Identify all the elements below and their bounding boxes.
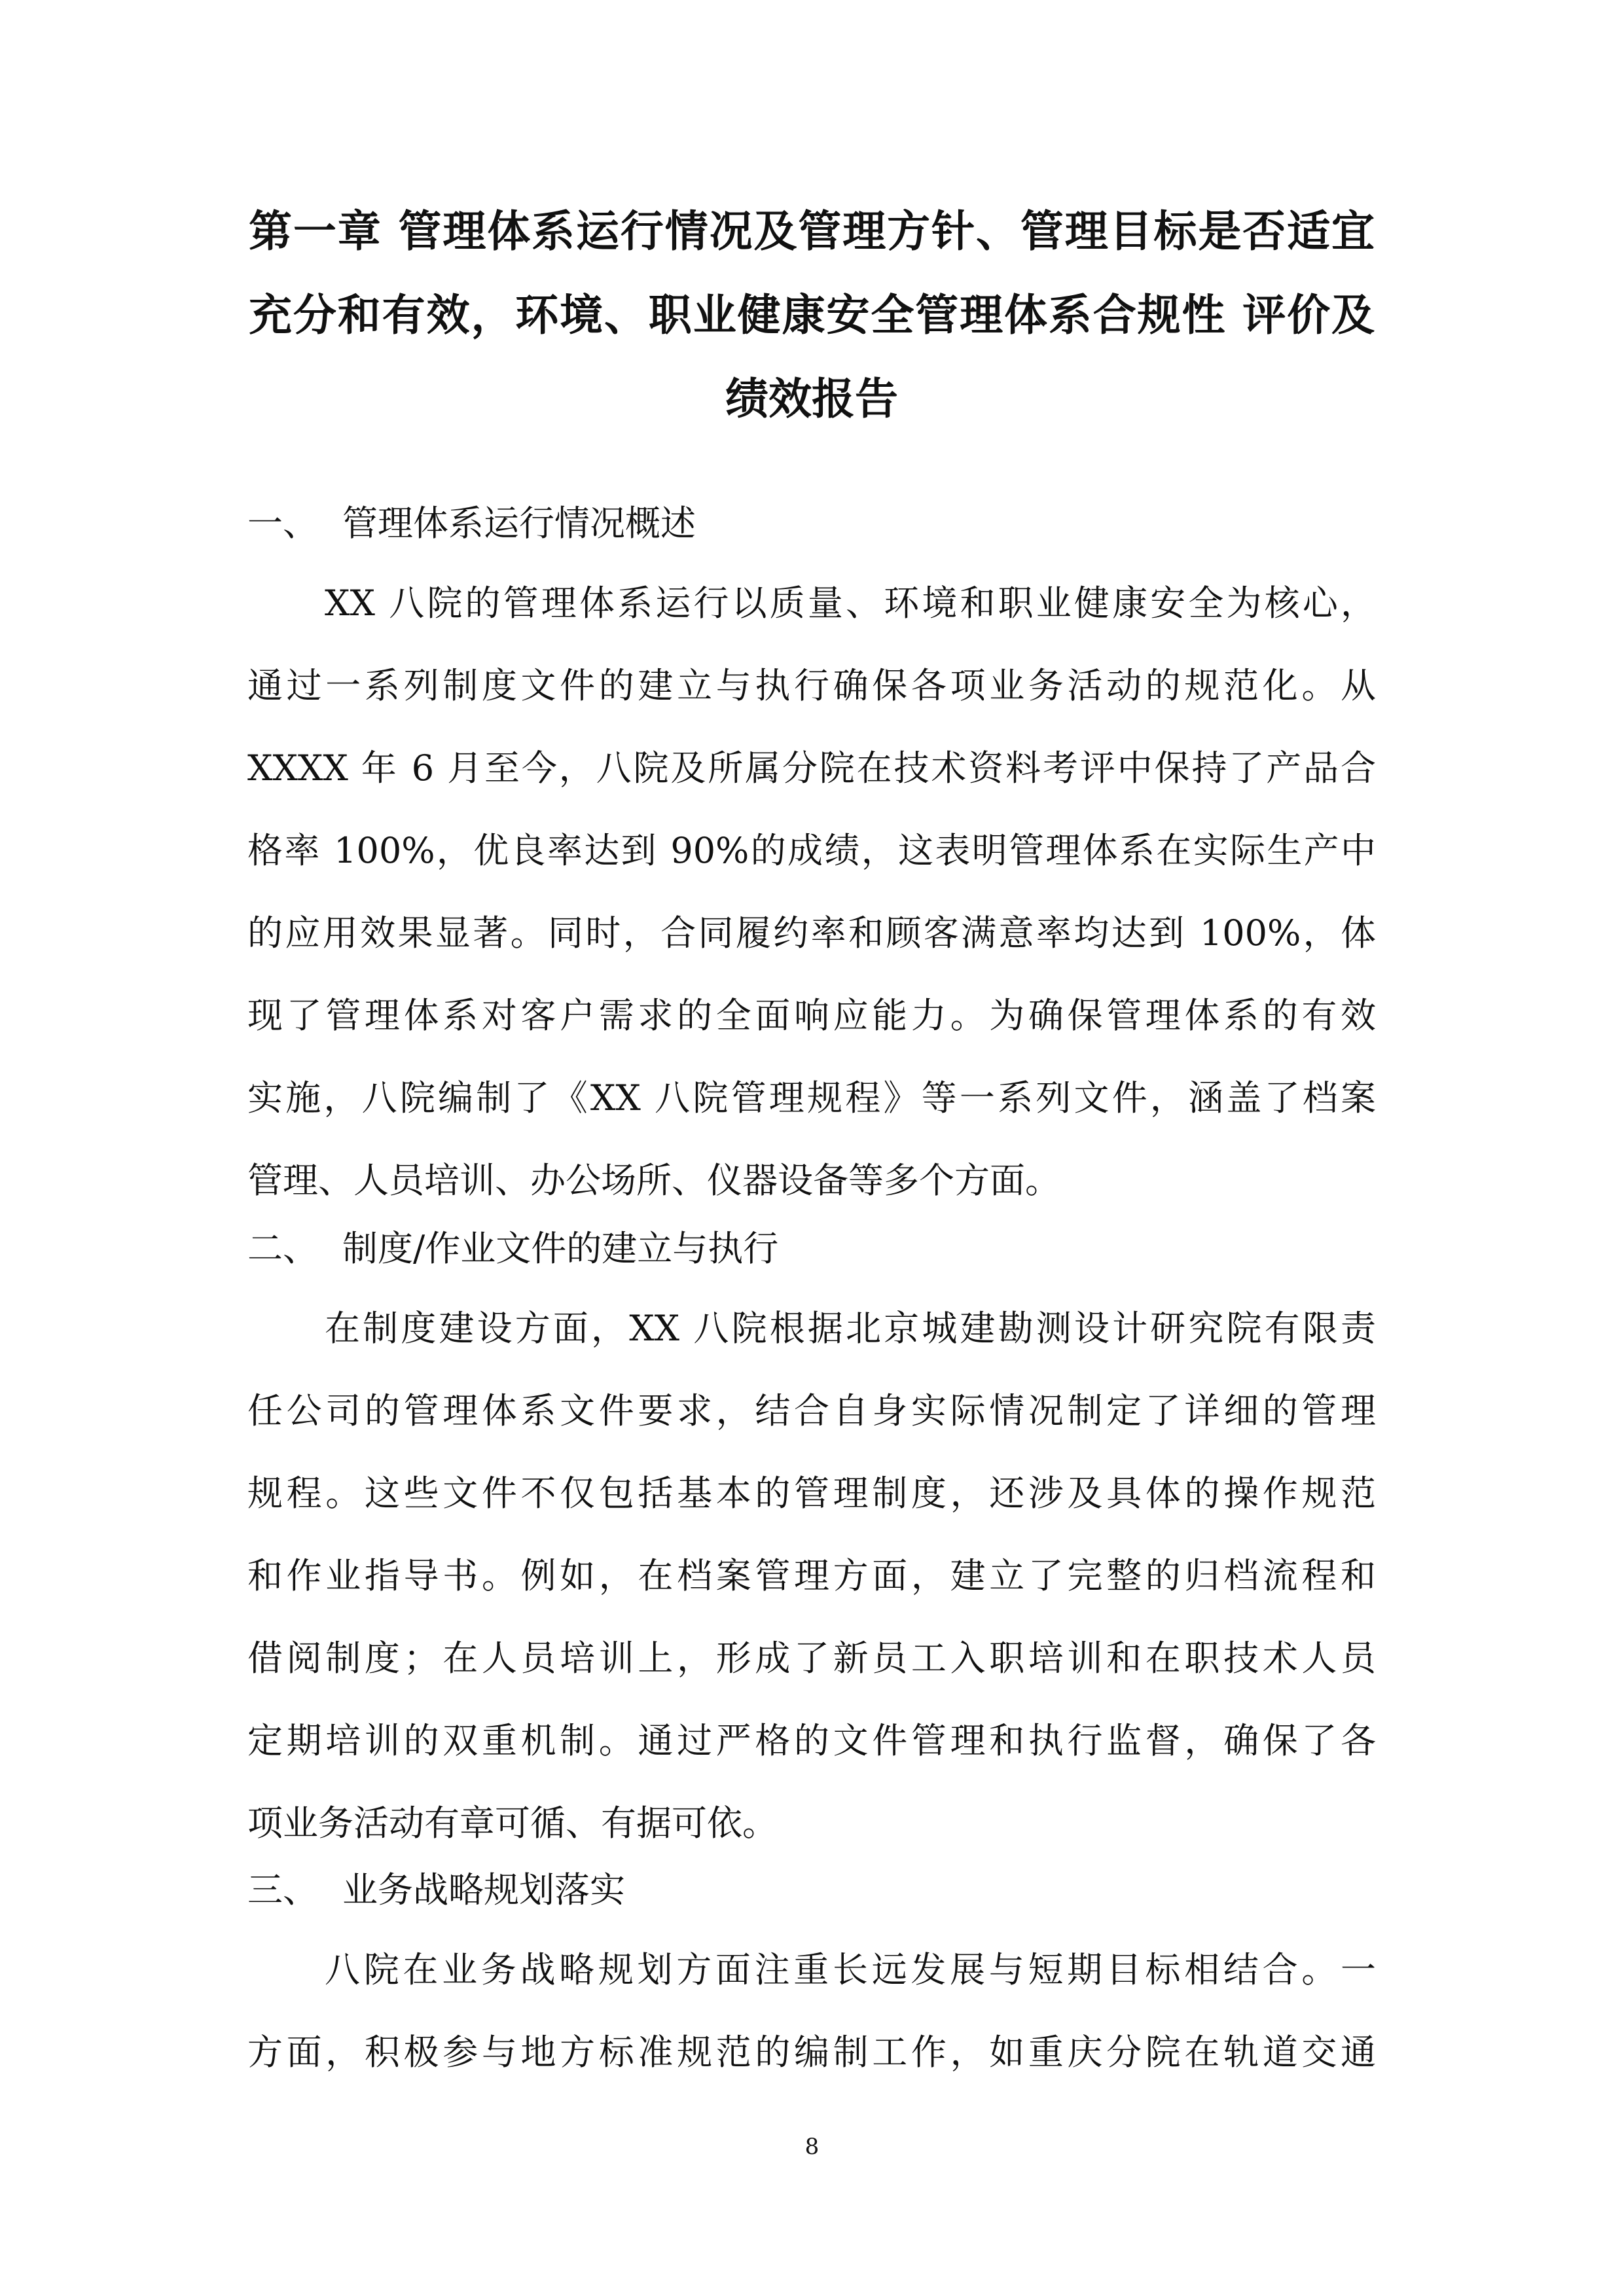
paragraph-line: 规程。这些文件不仅包括基本的管理制度，还涉及具体的操作规范 — [247, 1473, 1376, 1514]
paragraph-line: 的应用效果显著。同时，合同履约率和顾客满意率均达到 100%，体 — [247, 912, 1376, 954]
section-title: 制度/作业文件的建立与执行 — [342, 1228, 779, 1269]
section-number: 二、 — [247, 1228, 318, 1269]
paragraph-line: 实施，八院编制了《XX 八院管理规程》等一系列文件，涵盖了档案 — [247, 1077, 1376, 1119]
section-title: 管理体系运行情况概述 — [342, 503, 696, 544]
section-paragraph-1 — [247, 562, 1376, 1222]
paragraph-line: 在制度建设方面，XX 八院根据北京城建勘测设计研究院有限责 — [325, 1308, 1376, 1349]
section-heading-1 — [247, 501, 696, 547]
paragraph-line: 借阅制度；在人员培训上，形成了新员工入职培训和在职技术人员 — [247, 1638, 1376, 1679]
section-paragraph-2 — [247, 1287, 1376, 1865]
paragraph-line: 格率 100%，优良率达到 90%的成绩，这表明管理体系在实际生产中 — [247, 830, 1376, 871]
section-number: 一、 — [247, 503, 318, 544]
paragraph-line: XXXX 年 6 月至今，八院及所属分院在技术资料考评中保持了产品合 — [247, 747, 1376, 789]
paragraph-line: 项业务活动有章可循、有据可依。 — [247, 1803, 778, 1844]
paragraph-line: 任公司的管理体系文件要求，结合自身实际情况制定了详细的管理 — [247, 1390, 1376, 1431]
page-number: 8 — [804, 2134, 820, 2160]
section-heading-3 — [247, 1867, 625, 1913]
section-paragraph-3 — [247, 1929, 1376, 2094]
paragraph-line: 管理、人员培训、办公场所、仪器设备等多个方面。 — [247, 1160, 1060, 1201]
chapter-title-line: 第一章 管理体系运行情况及管理方针、管理目标是否适宜 — [249, 206, 1375, 257]
paragraph-line: 八院在业务战略规划方面注重长远发展与短期目标相结合。一 — [325, 1949, 1376, 1990]
paragraph-line: 现了管理体系对客户需求的全面响应能力。为确保管理体系的有效 — [247, 995, 1376, 1036]
paragraph-line: 方面，积极参与地方标准规范的编制工作，如重庆分院在轨道交通 — [247, 2032, 1376, 2073]
section-title: 业务战略规划落实 — [342, 1869, 625, 1910]
chapter-title-line: 充分和有效，环境、职业健康安全管理体系合规性 评价及 — [249, 290, 1375, 340]
section-heading-2 — [247, 1226, 778, 1272]
chapter-title — [249, 190, 1375, 441]
section-number: 三、 — [247, 1869, 318, 1910]
chapter-title-line: 绩效报告 — [725, 374, 898, 424]
paragraph-line: 定期培训的双重机制。通过严格的文件管理和执行监督，确保了各 — [247, 1720, 1376, 1761]
paragraph-line: 和作业指导书。例如，在档案管理方面，建立了完整的归档流程和 — [247, 1555, 1376, 1596]
paragraph-line: XX 八院的管理体系运行以质量、环境和职业健康安全为核心， — [325, 583, 1376, 624]
paragraph-line: 通过一系列制度文件的建立与执行确保各项业务活动的规范化。从 — [247, 665, 1376, 706]
